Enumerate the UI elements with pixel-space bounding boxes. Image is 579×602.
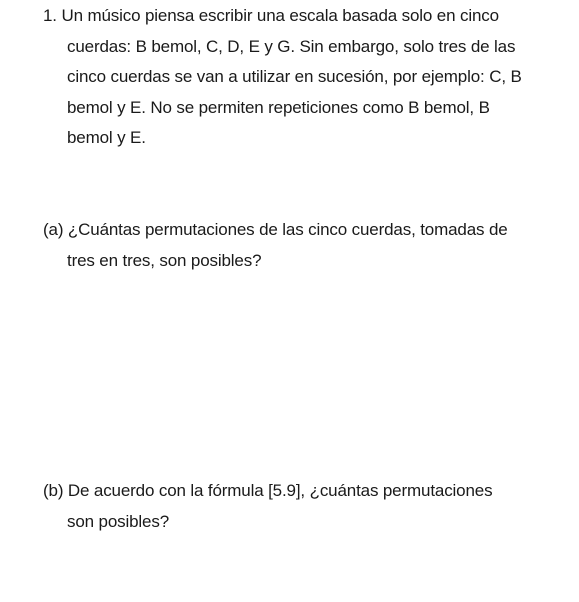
question-1-line: bemol y E.: [67, 128, 146, 147]
question-1-line: 1. Un músico piensa escribir una escala basada solo en cinco: [43, 6, 499, 25]
question-1: [43, 1, 573, 154]
question-1-line: cuerdas: B bemol, C, D, E y G. Sin embargo, solo tres de las: [67, 36, 516, 56]
question-1-line: bemol y E. No se permiten repeticiones como B bemol, B: [67, 97, 490, 117]
part-b-line: (b) De acuerdo con la fórmula [5.9], ¿cuántas permutaciones: [43, 481, 493, 500]
part-a-line: (a) ¿Cuántas permutaciones de las cinco cuerdas, tomadas de: [43, 220, 508, 239]
question-1-line: cinco cuerdas se van a utilizar en sucesión, por ejemplo: C, B: [67, 67, 522, 86]
question-part-b: [43, 476, 573, 537]
part-b-line: son posibles?: [67, 511, 170, 531]
part-a-line: tres en tres, son posibles?: [67, 250, 262, 270]
question-part-a: [43, 215, 573, 276]
